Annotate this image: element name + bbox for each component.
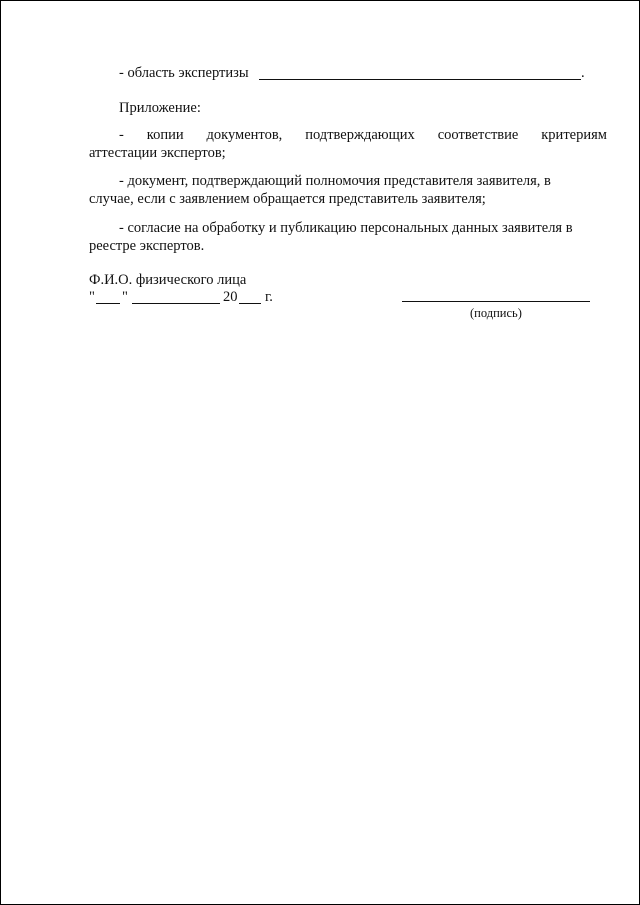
word: - xyxy=(119,127,124,143)
appendix-item-1-line-1 xyxy=(119,126,607,144)
date-month-blank xyxy=(132,303,220,304)
signature-label: (подпись) xyxy=(470,306,522,320)
appendix-item-2-line-1: - документ, подтверждающий полномочия представителя заявителя, в xyxy=(119,173,551,189)
word: документов, xyxy=(206,127,283,143)
word: подтверждающих xyxy=(305,127,415,143)
appendix-item-2-line-2: случае, если с заявлением обращается представитель заявителя; xyxy=(89,191,486,207)
expertise-area-end: . xyxy=(581,65,585,81)
appendix-item-3-line-1: - согласие на обработку и публикацию персональных данных заявителя в xyxy=(119,220,573,236)
date-year-suffix: г. xyxy=(265,289,273,305)
date-year-prefix: 20 xyxy=(223,289,238,305)
signature-blank xyxy=(402,301,590,302)
date-day-blank xyxy=(96,303,120,304)
date-quote-close: " xyxy=(122,289,128,305)
appendix-item-3-line-2: реестре экспертов. xyxy=(89,238,205,254)
expertise-area-label: - область экспертизы xyxy=(119,65,249,81)
fio-label: Ф.И.О. физического лица xyxy=(89,272,247,288)
expertise-area-blank xyxy=(259,79,581,80)
word: копии xyxy=(146,127,184,143)
word: критериям xyxy=(541,127,607,143)
date-quote-open: " xyxy=(89,289,95,305)
appendix-title: Приложение: xyxy=(119,100,201,116)
date-year-blank xyxy=(239,303,261,304)
word: соответствие xyxy=(437,127,519,143)
appendix-item-1-line-2: аттестации экспертов; xyxy=(89,145,226,161)
